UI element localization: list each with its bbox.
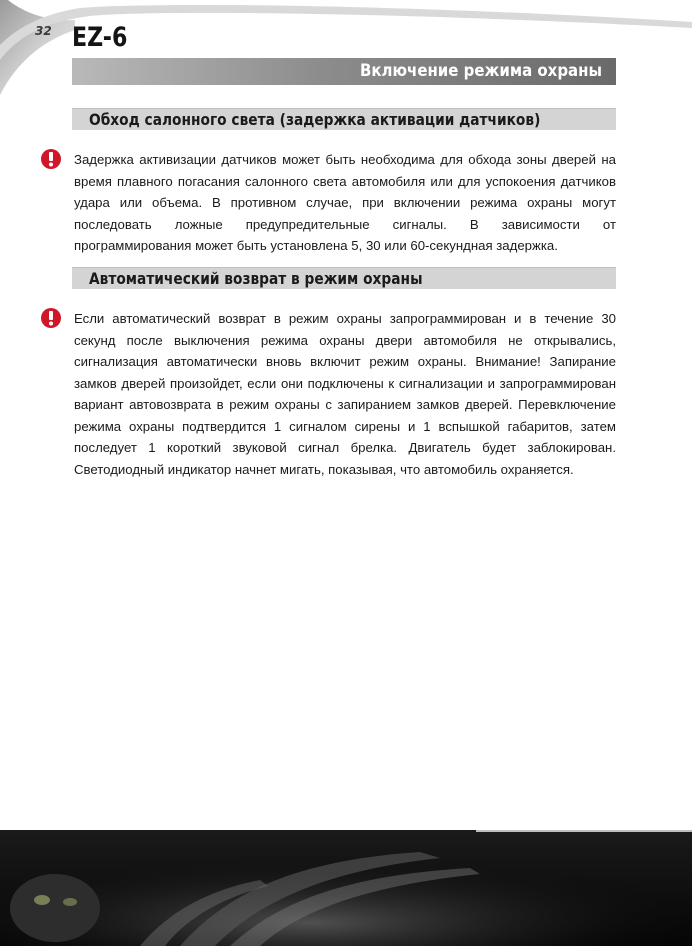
footer-decoration bbox=[0, 830, 692, 946]
section-paragraph: Если автоматический возврат в режим охраны запрограммирован и в течение 30 секунд после выключения режима охраны двери автомобиля не открывались, сигнализация автоматически вновь включит режим охраны. Внимание! Запирание замков дверей произойдет, если они подключены к сигнализации и запрограммирован вариант автовозврата в режим охраны с запиранием замков дверей. Перевключение режима охраны подтвердится 1 сигналом сирены и 1 вспышкой габаритов, затем последует 1 короткий звуковой сигнал брелка. Двигатель будет заблокирован. Светодиодный индикатор начнет мигать, показывая, что автомобиль охраняется. bbox=[74, 311, 616, 477]
section-title: Обход салонного света (задержка активации датчиков) bbox=[89, 110, 541, 129]
page-number: 32 bbox=[35, 24, 52, 38]
brand-logo: EZ-6 bbox=[72, 22, 128, 53]
warning-exclamation-icon bbox=[40, 148, 62, 170]
section-paragraph: Задержка активизации датчиков может быть необходима для обхода зоны дверей на время плавного погасания салонного света автомобиля или для успокоения датчиков удара или объема. В противном случае, при включении режима охраны могут последовать ложные предупредительные сигналы. В зависимости от программирования может быть установлена 5, 30 или 60-секундная задержка. bbox=[74, 152, 616, 253]
section-title: Автоматический возврат в режим охраны bbox=[89, 269, 423, 288]
footer-artwork-image bbox=[0, 830, 692, 946]
chapter-title-bar bbox=[72, 58, 616, 85]
warning-exclamation-icon bbox=[40, 307, 62, 329]
chapter-title: Включение режима охраны bbox=[360, 61, 602, 81]
section-header-bar bbox=[72, 267, 616, 289]
section-header-bar bbox=[72, 108, 616, 130]
